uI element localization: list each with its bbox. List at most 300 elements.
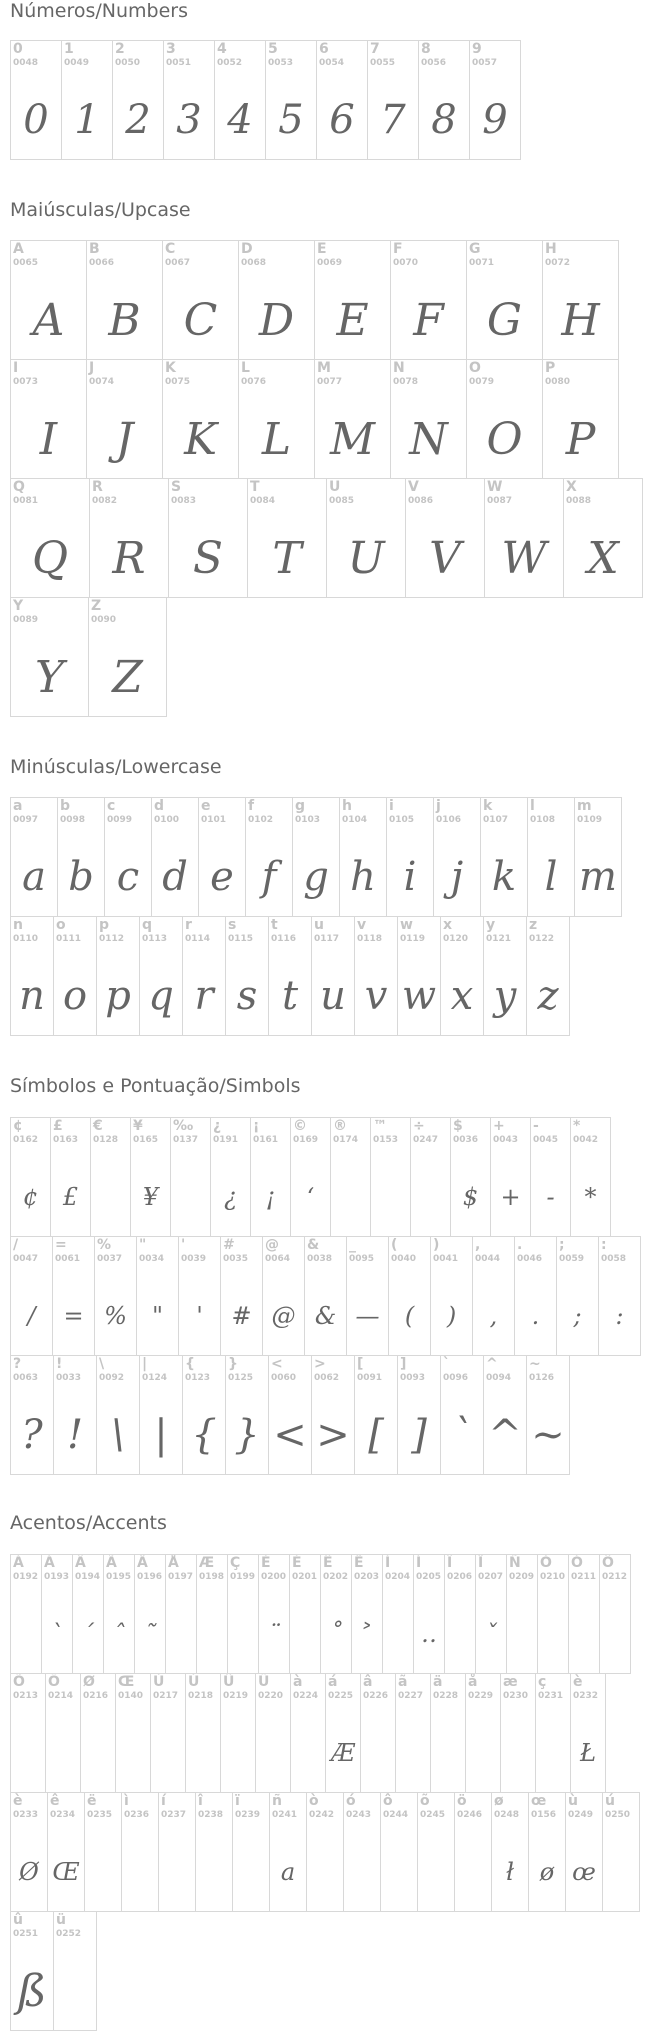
glyph-cell[interactable] [292,797,340,917]
glyph-cell[interactable] [10,597,89,717]
glyph-row [10,1792,640,1912]
glyph-cell[interactable] [269,1792,307,1912]
glyph-code-label: 0103 [295,815,321,825]
glyph-cell[interactable] [162,359,239,479]
glyph-cell[interactable] [351,1554,383,1674]
glyph-cell[interactable] [86,359,163,479]
glyph-cell[interactable] [10,359,87,479]
glyph-code-label: 0097 [13,815,39,825]
glyph-code-label: 0079 [469,377,495,387]
glyph-cell[interactable] [314,240,391,360]
glyph-row [10,1355,570,1475]
glyph-cell[interactable] [440,1355,484,1475]
glyph-code-label: 0163 [53,1135,79,1145]
glyph-cell[interactable] [185,1673,221,1793]
glyph-code-label: 0126 [529,1373,555,1383]
glyph-cell[interactable] [370,1117,411,1237]
glyph-char-label: _ [349,1237,356,1253]
glyph-cell[interactable] [490,1117,531,1237]
glyph-code-label: 0093 [400,1373,426,1383]
glyph-cell[interactable] [89,478,169,598]
glyph-cell[interactable] [563,478,643,598]
glyph-char-label: m [577,798,592,814]
glyph-cell[interactable] [306,1792,344,1912]
glyph-code-label: 0124 [142,1373,168,1383]
glyph-char-label: p [99,917,110,933]
glyph-cell[interactable] [195,1792,233,1912]
glyph-cell[interactable] [491,1792,529,1912]
glyph-char-label: " [139,1237,147,1253]
glyph-cell[interactable] [440,916,484,1036]
glyph-cell[interactable] [568,1554,600,1674]
glyph-sample [11,1597,41,1671]
glyph-char-label: À [13,1555,24,1571]
glyph-code-label: 0085 [329,496,355,506]
glyph-cell[interactable] [150,1673,186,1793]
glyph-code-label: 0106 [436,815,462,825]
glyph-cell[interactable] [526,916,570,1036]
glyph-cell[interactable] [210,1117,251,1237]
glyph-cell[interactable] [258,1554,290,1674]
glyph-char-label: z [529,917,538,933]
glyph-row [10,916,570,1036]
glyph-char-label: S [171,479,182,495]
glyph-sample: l [544,854,558,900]
glyph-code-label: 0099 [107,815,133,825]
glyph-cell[interactable] [289,1554,321,1674]
glyph-cell[interactable] [542,240,619,360]
glyph-cell[interactable] [413,1554,445,1674]
glyph-cell[interactable] [268,916,312,1036]
glyph-cell[interactable] [88,597,167,717]
glyph-cell[interactable] [94,1236,137,1356]
glyph-cell[interactable] [444,1554,476,1674]
glyph-char-label: { [185,1356,195,1372]
glyph-cell[interactable] [134,1554,166,1674]
glyph-char-label: ¿ [213,1118,222,1134]
glyph-cell[interactable] [311,1355,355,1475]
glyph-code-label: 0244 [383,1810,409,1820]
glyph-cell[interactable] [214,40,266,160]
glyph-cell[interactable] [527,797,575,917]
glyph-sample: x [450,973,474,1019]
glyph-cell[interactable] [72,1554,104,1674]
glyph-char-label: á [328,1674,338,1690]
glyph-char-label: ë [87,1793,97,1809]
glyph-cell[interactable] [220,1673,256,1793]
glyph-cell[interactable] [182,916,226,1036]
glyph-code-label: 0120 [443,934,469,944]
glyph-cell[interactable] [382,1554,414,1674]
glyph-char-label: Í [416,1555,422,1571]
glyph-cell[interactable] [96,916,140,1036]
glyph-cell[interactable] [165,1554,197,1674]
glyph-code-label: 0229 [468,1691,494,1701]
glyph-cell[interactable] [354,916,398,1036]
glyph-char-label: t [271,917,278,933]
glyph-cell[interactable] [41,1554,73,1674]
glyph-char-label: g [295,798,306,814]
glyph-char-label: L [241,360,250,376]
glyph-cell[interactable] [198,797,246,917]
glyph-cell[interactable] [112,40,164,160]
glyph-cell[interactable] [316,40,368,160]
glyph-char-label: Æ [199,1555,215,1571]
glyph-sample: $ [462,1183,479,1211]
glyph-cell[interactable] [139,1355,183,1475]
glyph-sample: 6 [329,97,355,143]
glyph-char-label: ' [181,1237,186,1253]
glyph-cell[interactable] [225,916,269,1036]
glyph-code-label: 0137 [173,1135,199,1145]
glyph-code-label: 0119 [400,934,426,944]
glyph-char-label: b [60,798,71,814]
glyph-cell[interactable] [168,478,248,598]
glyph-char-label: à [293,1674,303,1690]
glyph-code-label: 0228 [433,1691,459,1701]
glyph-cell[interactable] [320,1554,352,1674]
glyph-cell[interactable] [390,359,467,479]
glyph-char-label: C [165,241,176,257]
glyph-cell[interactable] [115,1673,151,1793]
glyph-row [10,40,521,160]
glyph-char-label: ç [538,1674,547,1690]
glyph-cell[interactable] [528,1792,566,1912]
glyph-cell[interactable] [162,240,239,360]
glyph-sample: v [364,973,388,1019]
section-title-symbols: Símbolos e Pontuação/Simbols [10,1075,301,1097]
glyph-code-label: 0191 [213,1135,239,1145]
glyph-code-label: 0100 [154,815,180,825]
glyph-cell[interactable] [506,1554,538,1674]
glyph-cell[interactable] [465,1673,501,1793]
glyph-cell[interactable] [103,1554,135,1674]
glyph-sample: ` [452,1412,472,1458]
glyph-cell[interactable] [10,478,90,598]
glyph-cell[interactable] [483,1355,527,1475]
glyph-cell[interactable] [537,1554,569,1674]
glyph-cell[interactable] [151,797,199,917]
glyph-cell[interactable] [430,1673,466,1793]
glyph-code-label: 0196 [137,1572,163,1582]
glyph-char-label: U [329,479,341,495]
glyph-sample [290,1597,320,1671]
glyph-code-label: 0197 [168,1572,194,1582]
glyph-cell[interactable] [232,1792,270,1912]
glyph-char-label: È [261,1555,271,1571]
glyph-cell[interactable] [10,1236,53,1356]
glyph-code-label: 0062 [314,1373,340,1383]
glyph-cell[interactable] [480,797,528,917]
glyph-cell[interactable] [57,797,105,917]
glyph-char-label: u [314,917,324,933]
glyph-cell[interactable] [570,1117,611,1237]
glyph-row [10,1911,97,2031]
glyph-sample: Œ [52,1858,80,1886]
glyph-cell[interactable] [268,1355,312,1475]
glyph-code-label: 0116 [271,934,297,944]
glyph-cell[interactable] [90,1117,131,1237]
glyph-code-label: 0044 [475,1254,501,1264]
glyph-sample: g [303,854,329,900]
glyph-code-label: 0128 [93,1135,119,1145]
glyph-code-label: 0205 [416,1572,442,1582]
glyph-cell[interactable] [227,1554,259,1674]
glyph-code-label: 0231 [538,1691,564,1701]
glyph-sample: j [450,854,464,900]
glyph-char-label: ÷ [413,1118,425,1134]
glyph-code-label: 0162 [13,1135,39,1145]
glyph-cell[interactable] [130,1117,171,1237]
glyph-cell[interactable] [469,40,521,160]
glyph-cell[interactable] [52,1236,95,1356]
glyph-cell[interactable] [570,1673,606,1793]
glyph-char-label: Ø [83,1674,95,1690]
glyph-cell[interactable] [339,797,387,917]
glyph-cell[interactable] [483,916,527,1036]
glyph-cell[interactable] [430,1236,473,1356]
glyph-char-label: D [241,241,253,257]
glyph-cell[interactable] [454,1792,492,1912]
glyph-char-label: } [228,1356,238,1372]
glyph-cell[interactable] [472,1236,515,1356]
glyph-cell[interactable] [599,1554,631,1674]
glyph-code-label: 0094 [486,1373,512,1383]
glyph-cell[interactable] [395,1673,431,1793]
glyph-cell[interactable] [238,240,315,360]
glyph-cell[interactable] [121,1792,159,1912]
glyph-cell[interactable] [397,1355,441,1475]
glyph-cell[interactable] [10,1792,48,1912]
glyph-cell[interactable] [255,1673,291,1793]
glyph-cell[interactable] [80,1673,116,1793]
glyph-cell[interactable] [10,797,58,917]
glyph-cell[interactable] [290,1117,331,1237]
glyph-cell[interactable] [325,1673,361,1793]
glyph-cell[interactable] [500,1673,536,1793]
glyph-cell[interactable] [262,1236,305,1356]
glyph-cell[interactable] [418,40,470,160]
glyph-cell[interactable] [484,478,564,598]
glyph-cell[interactable] [311,916,355,1036]
glyph-cell[interactable] [304,1236,347,1356]
glyph-char-label: ! [56,1356,63,1372]
glyph-char-label: ® [333,1118,347,1134]
glyph-sample: ! [66,1412,84,1458]
glyph-sample: 2 [125,97,151,143]
glyph-char-label: 3 [166,41,176,57]
glyph-cell[interactable] [10,1911,54,2031]
glyph-cell[interactable] [158,1792,196,1912]
glyph-sample [455,1835,491,1909]
glyph-sample: S [192,532,224,584]
glyph-cell[interactable] [367,40,419,160]
glyph-cell[interactable] [170,1117,211,1237]
glyph-cell[interactable] [526,1355,570,1475]
glyph-code-label: 0114 [185,934,211,944]
glyph-cell[interactable] [514,1236,557,1356]
glyph-cell[interactable] [10,1355,54,1475]
glyph-cell[interactable] [417,1792,455,1912]
glyph-cell[interactable] [410,1117,451,1237]
glyph-char-label: | [142,1356,148,1372]
glyph-sample: ß [17,1965,47,2017]
glyph-sample: F [413,294,444,346]
glyph-sample [603,1835,639,1909]
glyph-char-label: K [165,360,176,376]
glyph-sample [11,1716,45,1790]
glyph-char-label: Ò [540,1555,552,1571]
glyph-sample: + [500,1183,521,1211]
glyph-cell[interactable] [386,797,434,917]
glyph-code-label: 0084 [250,496,276,506]
glyph-code-label: 0043 [493,1135,519,1145]
glyph-cell[interactable] [182,1355,226,1475]
glyph-cell[interactable] [104,797,152,917]
glyph-char-label: 0 [13,41,23,57]
glyph-char-label: Ñ [509,1555,521,1571]
glyph-code-label: 0153 [373,1135,399,1145]
glyph-cell[interactable] [53,916,97,1036]
glyph-cell[interactable] [10,1117,51,1237]
glyph-cell[interactable] [466,359,543,479]
glyph-cell[interactable] [290,1673,326,1793]
glyph-code-label: 0216 [83,1691,109,1701]
glyph-char-label: ¡ [253,1118,260,1134]
glyph-cell[interactable] [96,1355,140,1475]
glyph-char-label: Î [447,1555,453,1571]
glyph-sample: œ [572,1858,596,1886]
glyph-code-label: 0040 [391,1254,417,1264]
glyph-cell[interactable] [178,1236,221,1356]
glyph-code-label: 0035 [223,1254,249,1264]
glyph-code-label: 0096 [443,1373,469,1383]
glyph-cell[interactable] [247,478,327,598]
glyph-cell[interactable] [346,1236,389,1356]
glyph-cell[interactable] [136,1236,179,1356]
glyph-sample: { [191,1412,217,1458]
glyph-sample: ‥ [420,1620,437,1648]
glyph-cell[interactable] [598,1236,641,1356]
glyph-cell[interactable] [354,1355,398,1475]
glyph-code-label: 0198 [199,1572,225,1582]
glyph-code-label: 0232 [573,1691,599,1701]
glyph-cell[interactable] [397,916,441,1036]
glyph-cell[interactable] [390,240,467,360]
glyph-sample [91,1160,130,1234]
glyph-sample: n [19,973,45,1019]
glyph-row [10,1673,606,1793]
glyph-code-label: 0243 [346,1810,372,1820]
glyph-cell[interactable] [466,240,543,360]
glyph-code-label: 0234 [50,1810,76,1820]
glyph-char-label: õ [420,1793,430,1809]
glyph-sample: R [112,532,146,584]
glyph-cell[interactable] [10,40,62,160]
glyph-cell[interactable] [61,40,113,160]
glyph-char-label: ï [235,1793,240,1809]
glyph-cell[interactable] [225,1355,269,1475]
glyph-cell[interactable] [535,1673,571,1793]
glyph-cell[interactable] [602,1792,640,1912]
glyph-sample [361,1716,395,1790]
glyph-sample: I [39,413,58,465]
glyph-cell[interactable] [245,797,293,917]
glyph-cell[interactable] [330,1117,371,1237]
glyph-cell[interactable] [196,1554,228,1674]
glyph-char-label: â [363,1674,373,1690]
glyph-cell[interactable] [10,1673,46,1793]
glyph-sample: ? [21,1412,43,1458]
glyph-char-label: f [248,798,255,814]
glyph-cell[interactable] [433,797,481,917]
glyph-cell[interactable] [50,1117,91,1237]
glyph-cell[interactable] [45,1673,81,1793]
glyph-cell[interactable] [556,1236,599,1356]
glyph-cell[interactable] [47,1792,85,1912]
glyph-code-label: 0110 [13,934,39,944]
glyph-cell[interactable] [475,1554,507,1674]
glyph-sample: Z [112,651,143,703]
glyph-cell[interactable] [542,359,619,479]
glyph-char-label: Y [13,598,24,614]
glyph-cell[interactable] [388,1236,431,1356]
glyph-char-label: É [292,1555,302,1571]
glyph-cell[interactable] [326,478,406,598]
glyph-cell[interactable] [53,1355,97,1475]
glyph-cell[interactable] [360,1673,396,1793]
glyph-cell[interactable] [163,40,215,160]
glyph-cell[interactable] [10,916,54,1036]
glyph-char-label: I [13,360,19,376]
glyph-cell[interactable] [10,240,87,360]
glyph-cell[interactable] [53,1911,97,2031]
glyph-code-label: 0156 [531,1810,557,1820]
glyph-cell[interactable] [574,797,622,917]
glyph-sample [291,1716,325,1790]
glyph-char-label: E [317,241,327,257]
glyph-cell[interactable] [565,1792,603,1912]
glyph-sample: a [280,1858,296,1886]
glyph-cell[interactable] [405,478,485,598]
glyph-cell[interactable] [238,359,315,479]
glyph-char-label: ü [56,1912,66,1928]
glyph-code-label: 0161 [253,1135,279,1145]
glyph-cell[interactable] [84,1792,122,1912]
glyph-char-label: ó [346,1793,356,1809]
glyph-cell[interactable] [86,240,163,360]
glyph-cell[interactable] [10,1554,42,1674]
glyph-cell[interactable] [530,1117,571,1237]
glyph-cell[interactable] [314,359,391,479]
glyph-cell[interactable] [220,1236,263,1356]
glyph-code-label: 0194 [75,1572,101,1582]
glyph-cell[interactable] [265,40,317,160]
glyph-code-label: 0200 [261,1572,287,1582]
glyph-sample: 1 [74,97,100,143]
glyph-cell[interactable] [250,1117,291,1237]
glyph-cell[interactable] [343,1792,381,1912]
glyph-cell[interactable] [380,1792,418,1912]
glyph-sample: i [403,854,417,900]
glyph-sample [501,1716,535,1790]
glyph-sample: ( [404,1302,415,1330]
glyph-cell[interactable] [450,1117,491,1237]
glyph-sample: ¨ [268,1620,280,1648]
glyph-cell[interactable] [139,916,183,1036]
glyph-char-label: # [223,1237,235,1253]
glyph-sample: ` [51,1620,63,1648]
